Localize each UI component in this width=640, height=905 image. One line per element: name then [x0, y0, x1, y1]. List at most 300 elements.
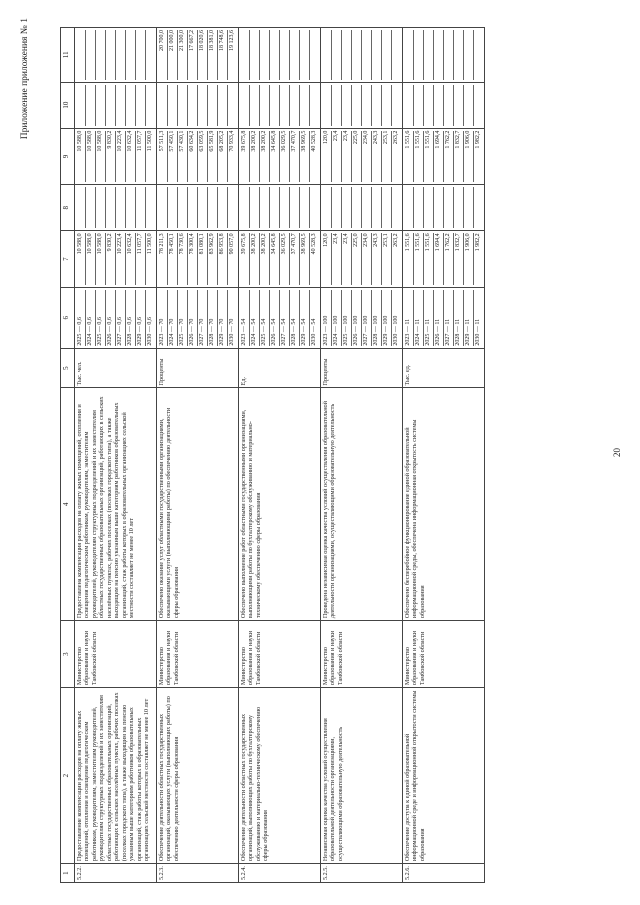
value-col10-cell [309, 85, 319, 126]
value-col8-cell [249, 187, 259, 228]
value-col11-cell [289, 30, 299, 80]
indicator-years-cell: 2026 — 100 [351, 290, 361, 346]
value-col7-cell: 234,0 [361, 233, 371, 285]
value-col9-cell: 1 694,4 [433, 131, 443, 183]
value-col9-cell: 38 200,2 [249, 131, 259, 183]
value-col8 [403, 185, 485, 231]
column-number-row [61, 28, 75, 883]
value-col7-cell: 23,4 [341, 233, 351, 285]
value-col10-cell [299, 85, 309, 126]
value-col11 [239, 28, 321, 83]
measure-name: Обеспечение доступа к единой образовательной информационной среде и информационной открытости системы образования [403, 688, 485, 864]
value-col8-cell [381, 187, 391, 228]
value-col11-cell [125, 30, 135, 80]
value-col7-cell: 38 200,2 [259, 233, 269, 285]
page-number: 20 [612, 448, 622, 457]
indicator-years-cell: 2027 — 54 [279, 290, 289, 346]
value-col7-cell: 83 962,9 [207, 233, 217, 285]
value-col8-cell [299, 187, 309, 228]
col-header: 10 [61, 82, 75, 128]
value-col10 [75, 82, 157, 128]
table-row [321, 28, 403, 883]
value-col9-cell: 23,4 [341, 131, 351, 183]
value-col7-cell: 1 832,7 [453, 233, 463, 285]
indicator-years-cell: 2030 — 0,6 [145, 290, 155, 346]
value-col8-cell [145, 187, 155, 228]
executor: Министерство образования и науки Тамбовской области [75, 621, 157, 688]
value-col11-cell [361, 30, 371, 80]
row-number: 5.2.4. [239, 864, 321, 883]
value-col9-cell: 1 982,2 [473, 131, 483, 183]
value-col8-cell [289, 187, 299, 228]
value-col8-cell [351, 187, 361, 228]
value-col10-cell [115, 85, 125, 126]
value-col7-cell: 81 080,1 [197, 233, 207, 285]
value-col8-cell [473, 187, 483, 228]
value-col10-cell [413, 85, 423, 126]
value-col9-cell: 10 632,4 [125, 131, 135, 183]
value-col8-cell [187, 187, 197, 228]
value-col11-cell [115, 30, 125, 80]
value-col7-cell: 11 057,7 [135, 233, 145, 285]
value-col9-cell: 65 581,9 [207, 131, 217, 183]
value-col8-cell [443, 187, 453, 228]
value-col11-cell: 18 381,0 [207, 30, 217, 80]
value-col11-cell [249, 30, 259, 80]
value-col8-cell [85, 187, 95, 228]
value-col8-cell [341, 187, 351, 228]
indicator-years-cell: 2029 — 11 [463, 290, 473, 346]
value-col9-cell: 10 588,0 [95, 131, 105, 183]
indicator-years-cell: 2024 — 100 [331, 290, 341, 346]
unit-of-measure: Проценты [321, 348, 403, 388]
value-col11-cell [299, 30, 309, 80]
indicator-years-cell: 2030 — 11 [473, 290, 483, 346]
value-col10-cell [289, 85, 299, 126]
value-col11-cell: 20 700,0 [159, 30, 165, 51]
row-number: 5.2.5. [321, 864, 403, 883]
value-col9 [157, 128, 239, 185]
result-indicator: Обеспечено оказание услуг областными государственными организациями, оказывающими услуги (выполняющими работы) по обеспечению деятельности сферы образования [157, 388, 239, 621]
table-row [239, 28, 321, 883]
value-col10-cell [197, 85, 207, 126]
value-col9-cell: 225,0 [351, 131, 361, 183]
value-col9-cell: 70 933,4 [227, 131, 237, 183]
value-col10-cell [105, 85, 115, 126]
table-row [157, 28, 239, 883]
value-col9-cell: 37 470,7 [289, 131, 299, 183]
value-col9 [75, 128, 157, 185]
value-col8-cell [279, 187, 289, 228]
value-col11-cell: 17 667,2 [187, 30, 197, 80]
value-col10 [403, 82, 485, 128]
value-col7-cell: 36 029,5 [279, 233, 289, 285]
value-col10-cell [145, 85, 155, 126]
value-col9-cell: 10 588,0 [85, 131, 95, 183]
value-col11 [157, 28, 239, 83]
indicator-years-cell: 2024 — 54 [249, 290, 259, 346]
value-col11-cell [443, 30, 453, 80]
value-col11-cell [473, 30, 483, 80]
value-col9-cell: 40 528,3 [309, 131, 319, 183]
value-col8-cell [158, 187, 167, 228]
value-col10-cell [95, 85, 105, 126]
value-col8-cell [105, 187, 115, 228]
value-col9-cell: 1 551,6 [413, 131, 423, 183]
value-col7-cell: 90 057,0 [227, 233, 237, 285]
value-col9-cell: 60 634,2 [187, 131, 197, 183]
value-col8-cell [95, 187, 105, 228]
indicator-years-cell: 2023 — 100 [323, 315, 329, 346]
value-col10-cell [391, 85, 401, 126]
value-col8 [75, 185, 157, 231]
value-col11-cell [391, 30, 401, 80]
value-col9-cell: 34 645,8 [269, 131, 279, 183]
value-col7-cell: 1 694,4 [433, 233, 443, 285]
value-col10-cell [135, 85, 145, 126]
value-col8-cell [197, 187, 207, 228]
value-col10-cell [453, 85, 463, 126]
value-col9-cell: 9 830,2 [105, 131, 115, 183]
col-header: 2 [61, 688, 75, 864]
indicator-years-cell: 2026 — 11 [433, 290, 443, 346]
value-col11-cell [135, 30, 145, 80]
value-col8-cell [391, 187, 401, 228]
value-col7-cell: 11 500,0 [145, 233, 155, 285]
value-col7-cell: 1 551,6 [405, 233, 411, 252]
value-col10-cell [240, 85, 249, 126]
col-header: 3 [61, 621, 75, 688]
indicator-years-cell: 2028 — 0,6 [125, 290, 135, 346]
value-col7-cell: 1 551,6 [423, 233, 433, 285]
value-col7-cell: 243,3 [371, 233, 381, 285]
value-col11-cell: 18 748,6 [217, 30, 227, 80]
executor: Министерство образования и науки Тамбовской области [157, 621, 239, 688]
value-col8-cell [125, 187, 135, 228]
value-col11-cell: 18 020,6 [197, 30, 207, 80]
unit-of-measure: Проценты [157, 348, 239, 388]
row-number: 5.2.2. [75, 864, 157, 883]
col-header: 9 [61, 128, 75, 185]
measure-name: Независимая оценка качества условий осуществления образовательной деятельности организациями, осуществляющими образовательную деятельность [321, 688, 403, 864]
indicator-years-cell: 2028 — 11 [453, 290, 463, 346]
value-col8-cell [309, 187, 319, 228]
value-col8-cell [135, 187, 145, 228]
value-col10-cell [85, 85, 95, 126]
value-col11-cell [145, 30, 155, 80]
value-col9-cell: 68 205,2 [217, 131, 227, 183]
value-col11-cell [322, 30, 331, 80]
value-col8-cell [404, 187, 413, 228]
value-col11-cell [309, 30, 319, 80]
col-header: 11 [61, 28, 75, 83]
value-col7-cell: 120,0 [323, 233, 329, 247]
table-row [75, 28, 157, 883]
value-col7-cell: 78 450,1 [167, 233, 177, 285]
result-indicator: Обеспечено выполнение работ областными государственными организациями, выполняющими работы по бухгалтерскому обслуживанию и материально-техническому обеспечению сферы образования [239, 388, 321, 621]
indicator-years-cell: 2023 — 54 [241, 318, 247, 346]
value-col10-cell [463, 85, 473, 126]
value-col7-cell: 10 223,4 [115, 233, 125, 285]
value-col7-cell: 37 470,7 [289, 233, 299, 285]
value-col8-cell [433, 187, 443, 228]
value-col10-cell [177, 85, 187, 126]
value-col11 [403, 28, 485, 83]
indicator-years [157, 287, 239, 348]
executor: Министерство образования и науки Тамбовской области [239, 621, 321, 688]
value-col9 [239, 128, 321, 185]
value-col7 [321, 231, 403, 288]
measure-name: Обеспечение деятельности областных государственных организаций, оказывающих услуги (выполняющих работы) по обеспечению деятельности сферы образования [157, 688, 239, 864]
indicator-years-cell: 2027 — 0,6 [115, 290, 125, 346]
value-col7-cell: 23,4 [331, 233, 341, 285]
value-col8-cell [217, 187, 227, 228]
value-col11-cell [76, 30, 85, 80]
value-col11-cell [433, 30, 443, 80]
value-col9-cell: 39 675,8 [241, 130, 247, 152]
value-col8 [321, 185, 403, 231]
executor: Министерство образования и науки Тамбовской области [321, 621, 403, 688]
value-col10-cell [269, 85, 279, 126]
value-col9 [321, 128, 403, 185]
value-col7-cell: 9 830,2 [105, 233, 115, 285]
value-col9-cell: 263,2 [391, 131, 401, 183]
indicator-years-cell: 2029 — 70 [217, 290, 227, 346]
indicator-years [75, 287, 157, 348]
row-number: 5.2.6. [403, 864, 485, 883]
indicator-years-cell: 2026 — 0,6 [105, 290, 115, 346]
indicator-years-cell: 2024 — 0,6 [85, 290, 95, 346]
indicator-years [321, 287, 403, 348]
indicator-years-cell: 2023 — 70 [159, 318, 165, 346]
row-number: 5.2.3. [157, 864, 239, 883]
value-col10-cell [249, 85, 259, 126]
value-col11-cell [371, 30, 381, 80]
value-col8-cell [331, 187, 341, 228]
value-col10 [321, 82, 403, 128]
value-col8-cell [322, 187, 331, 228]
value-col11-cell [351, 30, 361, 80]
unit-of-measure: Тыс. чел. [75, 348, 157, 388]
indicator-years-cell: 2029 — 0,6 [135, 290, 145, 346]
indicator-years-cell: 2030 — 54 [309, 290, 319, 346]
indicator-years-cell: 2028 — 70 [207, 290, 217, 346]
value-col10-cell [361, 85, 371, 126]
value-col9-cell: 57 430,1 [177, 131, 187, 183]
value-col8-cell [423, 187, 433, 228]
value-col7-cell: 225,0 [351, 233, 361, 285]
value-col8-cell [240, 187, 249, 228]
indicator-years [403, 287, 485, 348]
value-col10-cell [473, 85, 483, 126]
value-col9-cell: 38 969,5 [299, 131, 309, 183]
value-col11-cell: 21 000,0 [167, 30, 177, 80]
value-col8-cell [371, 187, 381, 228]
value-col9 [403, 128, 485, 185]
measure-name: Обеспечение деятельности областных государственных организаций, выполняющих работы по бухгалтерскому обслуживанию и материально-техническому обеспечению сферы образования [239, 688, 321, 864]
indicator-years-cell: 2025 — 100 [341, 290, 351, 346]
value-col10-cell [341, 85, 351, 126]
result-indicator: Обеспечено бесперебойное функционирование единой образовательной информационной среды, обеспечена информационная открытость системы образования [403, 388, 485, 621]
value-col11-cell [105, 30, 115, 80]
value-col8-cell [463, 187, 473, 228]
value-col7 [403, 231, 485, 288]
value-col7 [75, 231, 157, 288]
col-header: 6 [61, 287, 75, 348]
value-col10-cell [433, 85, 443, 126]
value-col7-cell: 78 300,4 [187, 233, 197, 285]
value-col7-cell: 1 982,2 [473, 233, 483, 285]
indicator-years [239, 287, 321, 348]
program-table [60, 27, 485, 883]
indicator-years-cell: 2025 — 70 [177, 290, 187, 346]
indicator-years-cell: 2029 — 100 [381, 290, 391, 346]
executor: Министерство образования и науки Тамбовской области [403, 621, 485, 688]
value-col10 [157, 82, 239, 128]
value-col10 [239, 82, 321, 128]
value-col10-cell [423, 85, 433, 126]
indicator-years-cell: 2029 — 54 [299, 290, 309, 346]
value-col8 [239, 185, 321, 231]
value-col8-cell [115, 187, 125, 228]
indicator-years-cell: 2025 — 0,6 [95, 290, 105, 346]
value-col7-cell: 39 675,8 [241, 233, 247, 255]
appendix-label: Приложение приложения № 1 [20, 18, 30, 140]
indicator-years-cell: 2028 — 100 [371, 290, 381, 346]
value-col9-cell: 243,3 [371, 131, 381, 183]
value-col7 [239, 231, 321, 288]
table-row [403, 28, 485, 883]
value-col10-cell [351, 85, 361, 126]
value-col8 [157, 185, 239, 231]
value-col8-cell [259, 187, 269, 228]
indicator-years-cell: 2024 — 70 [167, 290, 177, 346]
value-col10-cell [217, 85, 227, 126]
value-col7-cell: 38 969,5 [299, 233, 309, 285]
indicator-years-cell: 2030 — 70 [227, 290, 237, 346]
value-col7-cell: 1 551,6 [413, 233, 423, 285]
value-col10-cell [187, 85, 197, 126]
col-header: 1 [61, 864, 75, 883]
value-col10-cell [279, 85, 289, 126]
value-col9-cell: 234,0 [361, 131, 371, 183]
value-col7-cell: 1 906,0 [463, 233, 473, 285]
unit-of-measure: Тыс. ед. [403, 348, 485, 388]
indicator-years-cell: 2027 — 70 [197, 290, 207, 346]
value-col11-cell [269, 30, 279, 80]
value-col11-cell: 19 123,6 [227, 30, 237, 80]
value-col8-cell [413, 187, 423, 228]
value-col7-cell: 86 953,8 [217, 233, 227, 285]
indicator-years-cell: 2025 — 11 [423, 290, 433, 346]
indicator-years-cell: 2027 — 11 [443, 290, 453, 346]
indicator-years-cell: 2027 — 100 [361, 290, 371, 346]
value-col9-cell: 36 029,5 [279, 131, 289, 183]
value-col10-cell [158, 85, 167, 126]
value-col7-cell: 10 632,4 [125, 233, 135, 285]
value-col9-cell: 1 762,2 [443, 131, 453, 183]
value-col10-cell [167, 85, 177, 126]
value-col10-cell [404, 85, 413, 126]
value-col7 [157, 231, 239, 288]
value-col8-cell [167, 187, 177, 228]
indicator-years-cell: 2025 — 54 [259, 290, 269, 346]
value-col10-cell [381, 85, 391, 126]
value-col7-cell: 78 730,6 [177, 233, 187, 285]
value-col9-cell: 11 057,7 [135, 131, 145, 183]
value-col7-cell: 263,2 [391, 233, 401, 285]
value-col8-cell [269, 187, 279, 228]
col-header: 7 [61, 231, 75, 288]
value-col10-cell [443, 85, 453, 126]
value-col9-cell: 1 551,6 [423, 131, 433, 183]
result-indicator: Проведена независимая оценка качества условий осуществления образовательной деятельности организациями, осуществляющими образовательную деятельность [321, 388, 403, 621]
value-col10-cell [331, 85, 341, 126]
value-col11 [321, 28, 403, 83]
indicator-years-cell: 2030 — 100 [391, 290, 401, 346]
value-col8-cell [177, 187, 187, 228]
value-col8-cell [361, 187, 371, 228]
value-col9-cell: 38 200,2 [259, 131, 269, 183]
value-col8-cell [207, 187, 217, 228]
value-col11-cell [85, 30, 95, 80]
value-col9-cell: 11 500,0 [145, 131, 155, 183]
unit-of-measure: Ед. [239, 348, 321, 388]
value-col10-cell [125, 85, 135, 126]
measure-name: Предоставление компенсации расходов на оплату жилых помещений, отопления и освещения педагогическим работникам, руководителям, заместителям руководителей, руководителям структурных подразделений и их заместителям областных государственных образовательных организаций, работающих в сельских населённых пунктах, рабочих поселках (поселках городского типа), а также выходящим на пенсию указанным выше категориям работников образовательных организаций, стаж работы которых в образовательных организациях сельской местности составляет не менее 10 лет [75, 688, 157, 864]
value-col7-cell: 40 528,3 [309, 233, 319, 285]
value-col11-cell [453, 30, 463, 80]
value-col11-cell [423, 30, 433, 80]
value-col11-cell [331, 30, 341, 80]
value-col9-cell: 57 450,1 [167, 131, 177, 183]
value-col9-cell: 23,4 [331, 131, 341, 183]
value-col8-cell [227, 187, 237, 228]
value-col7-cell: 253,1 [381, 233, 391, 285]
value-col10-cell [259, 85, 269, 126]
indicator-years-cell: 2026 — 54 [269, 290, 279, 346]
value-col10-cell [322, 85, 331, 126]
indicator-years-cell: 2026 — 70 [187, 290, 197, 346]
indicator-years-cell: 2023 — 11 [405, 318, 411, 346]
value-col9-cell: 10 223,4 [115, 131, 125, 183]
value-col9-cell: 1 906,0 [463, 131, 473, 183]
value-col11-cell [279, 30, 289, 80]
value-col9-cell: 57 511,3 [159, 130, 165, 152]
value-col11-cell [413, 30, 423, 80]
value-col9-cell: 253,1 [381, 131, 391, 183]
value-col11 [75, 28, 157, 83]
value-col9-cell: 1 832,7 [453, 131, 463, 183]
indicator-years-cell: 2025 — 0,6 [77, 317, 83, 346]
value-col11-cell [240, 30, 249, 80]
value-col7-cell: 78 211,3 [159, 233, 165, 255]
col-header: 4 [61, 388, 75, 621]
value-col10-cell [207, 85, 217, 126]
value-col11-cell [95, 30, 105, 80]
value-col9-cell: 10 588,0 [77, 130, 83, 152]
value-col9-cell: 63 059,5 [197, 131, 207, 183]
col-header: 5 [61, 348, 75, 388]
value-col11-cell [381, 30, 391, 80]
value-col7-cell: 1 762,2 [443, 233, 453, 285]
value-col10-cell [371, 85, 381, 126]
value-col10-cell [76, 85, 85, 126]
value-col11-cell [463, 30, 473, 80]
value-col7-cell: 10 588,0 [77, 233, 83, 255]
value-col8-cell [453, 187, 463, 228]
value-col7-cell: 38 200,2 [249, 233, 259, 285]
